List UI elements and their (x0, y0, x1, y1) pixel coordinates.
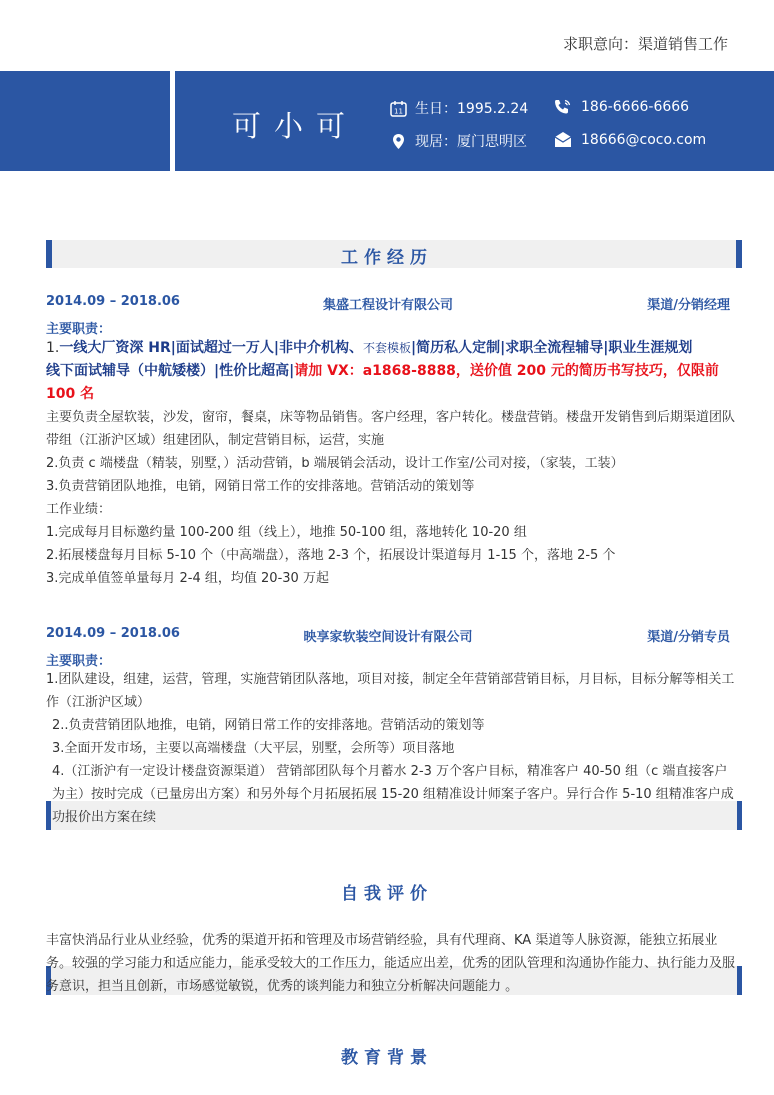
location-pin-icon (390, 133, 407, 150)
phone-text: 186-6666-6666 (581, 98, 690, 115)
job-2-line: 1.团队建设，组建，运营，管理，实施营销团队落地，项目对接，制定全年营销部营销目标，月目标，目标分解等相关工作（江浙沪区域） (46, 672, 735, 710)
phone-info (553, 98, 689, 115)
job-1-line: 2.负责 c 端楼盘（精装，别墅，）活动营销，b 端展销会活动，设计工作室/公司对接，（家装，工装） (46, 456, 624, 471)
email-info (553, 131, 706, 148)
birthday-text: 生日：1995.2.24 (415, 101, 529, 117)
job-1-line: 3.完成单值签单量每月 2-4 组，均值 20-30 万起 (46, 571, 329, 586)
job-1-company: 集盛工程设计有限公司 (322, 298, 453, 313)
job-2-duty-label: 主要职责： (46, 654, 112, 669)
job-2-date: 2014.09 – 2018.06 (46, 626, 180, 641)
residence-info (390, 131, 527, 151)
header-banner (0, 71, 774, 171)
residence-text: 现居：厦门思明区 (415, 134, 527, 150)
self-eval-text: 丰富快消品行业从业经验，优秀的渠道开拓和管理及市场营销经验，具有代理商、KA 渠道等人脉资源，能独立拓展业务。较强的学习能力和适应能力，能承受较大的工作压力，能适应出差，优秀的团队管理和沟通协作能力、执行能力及服务意识，担当且创新，市场感觉敏锐，优秀的谈判能力和独立分析解决问题能力 。 (46, 933, 736, 994)
birthday-info (390, 98, 528, 118)
email-text: 18666@coco.com (581, 131, 707, 148)
job-2-line: 4.（江浙沪有一定设计楼盘资源渠道） 营销部团队每个月蓄水 2-3 万个客户目标，精准客户 40-50 组（c 端直接客户为主）按时完成（已量房出方案）和另外每个月拓展拓展 15-20 组精准设计师案子客户。异行合作 5-10 组精准客户成功报价出方案在续 (52, 764, 734, 825)
job-1-line: 工作业绩： (46, 502, 112, 517)
job-2-line: 3.全面开发市场，主要以高端楼盘（大平层，别墅，会所等）项目落地 (52, 741, 455, 756)
job-1-content (46, 337, 736, 590)
education-title: 教育背景 (341, 1048, 433, 1068)
ad-line: 1.一线大厂资深 HR|面试超过一万人|非中介机构、不套模板|简历私人定制|求职全流程辅导|职业生涯规划 (46, 340, 693, 356)
job-1-date: 2014.09 – 2018.06 (46, 294, 180, 309)
job-1-position: 渠道/分销经理 (647, 298, 730, 313)
job-2-company: 映享家软装空间设计有限公司 (303, 630, 473, 645)
job-1-line: 1.完成每月目标邀约量 100-200 组（线上），地推 50-100 组，落地转化 10-20 组 (46, 525, 527, 540)
job-1-duty-label: 主要职责： (46, 322, 112, 337)
job-2-content (46, 668, 736, 829)
job-2-line: 2..负责营销团队地推，电销，网销日常工作的安排落地。营销活动的策划等 (52, 718, 485, 733)
job-1-line: 2.拓展楼盘每月目标 5-10 个（中高端盘），落地 2-3 个，拓展设计渠道每月 1-15 个，落地 2-5 个 (46, 548, 616, 563)
candidate-name: 可小可 (232, 109, 359, 143)
job-intent: 求职意向：渠道销售工作 (562, 35, 728, 53)
mail-icon (553, 131, 573, 148)
svg-text:11: 11 (394, 107, 403, 115)
phone-icon (553, 98, 573, 115)
job-2-position: 渠道/分销专员 (647, 630, 730, 645)
work-section-title: 工作经历 (341, 248, 433, 268)
self-eval-title: 自我评价 (341, 884, 433, 904)
ad-line-2: 线下面试辅导（中航矮楼）|性价比超高|请加 VX：a1868-8888，送价值 200 元的简历书写技巧，仅限前 100 名 (46, 363, 719, 402)
banner-separator (170, 71, 175, 171)
calendar-icon (390, 100, 407, 117)
job-1-line: 3.负责营销团队地推，电销，网销日常工作的安排落地。营销活动的策划等 (46, 479, 475, 494)
job-1-line: 主要负责全屋软装，沙发，窗帘，餐桌，床等物品销售。客户经理，客户转化。楼盘营销。楼盘开发销售到后期渠道团队带组（江浙沪区域）组建团队，制定营销目标，运营，实施 (46, 410, 736, 448)
